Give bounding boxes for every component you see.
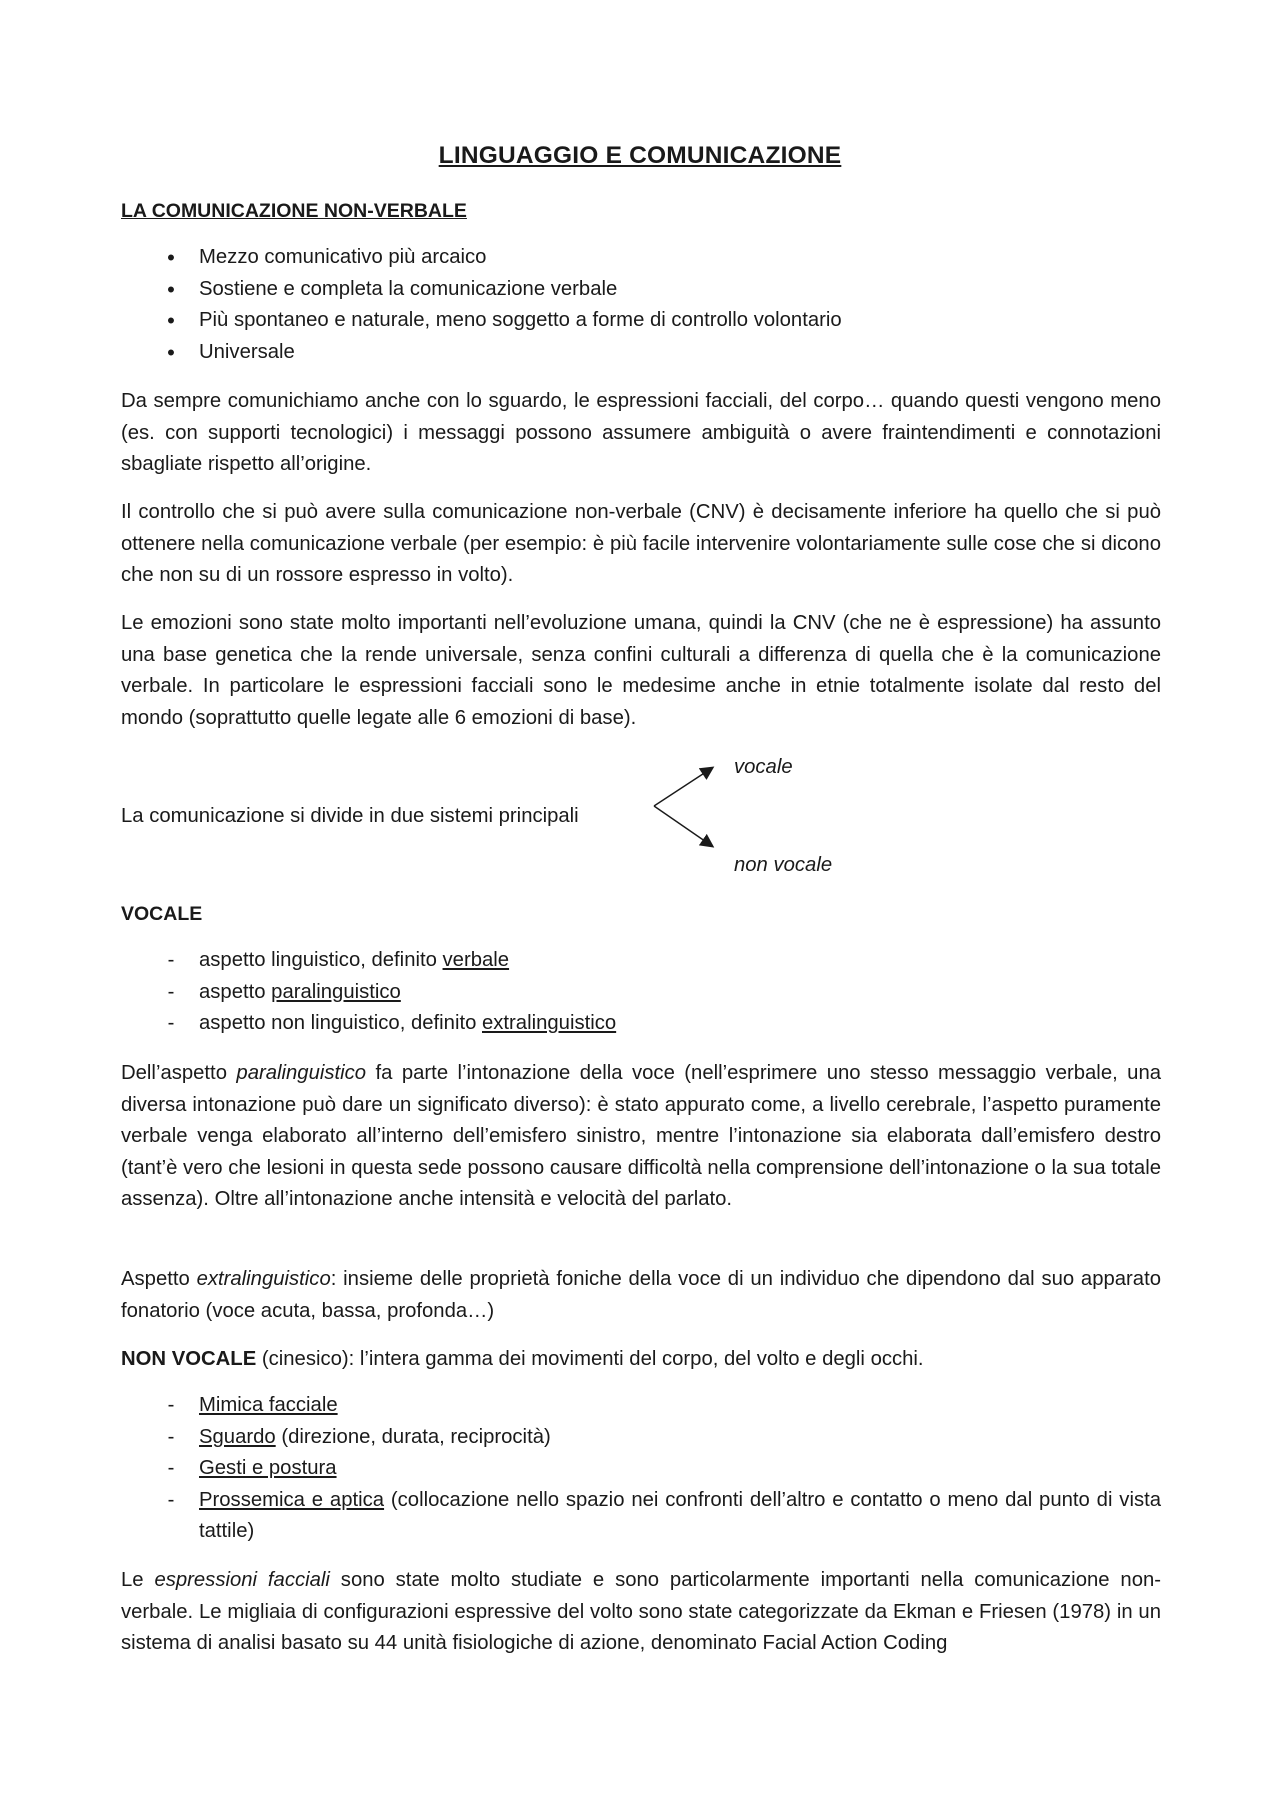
bullet-icon: • [167,245,175,270]
bullet-icon: • [167,308,175,333]
dash-bullet: - [167,980,175,1003]
branch-non-vocale: non vocale [734,854,833,876]
section-heading-vocale: VOCALE [121,903,203,925]
paragraph-non-vocale: NON VOCALE (cinesico): l’intera gamma dei movimenti del corpo, del volto e degli occhi. [121,1348,924,1370]
list-item: - Sguardo (direzione, durata, reciprocità) [121,1422,1161,1454]
paragraph-emotions: Le emozioni sono state molto importanti nell’evoluzione umana, quindi la CNV (che ne è espressione) ha assunto una base genetica che la rende universale, senza confini culturali a differenza di quella che è la comunicazione verbale. In particolare le espressioni facciali sono le medesime anche in etnie totalmente isolate dal resto del mondo (soprattutto quelle legate alle 6 emozioni di base). [121,612,1161,729]
paragraph-espressioni-facciali: Le espressioni facciali sono state molto studiate e sono particolarmente importanti nella comunicazione non-verbale. Le migliaia di configurazioni espressive del volto sono state categorizzate da Ekman e Friesen (1978) in un sistema di analisi basato su 44 unità fisiologiche di azione, denominato Facial Action Coding [121,1569,1162,1654]
cnv-bullet-list [121,242,1161,368]
branch-arrows-icon [650,756,730,856]
section-heading-cnv: LA COMUNICAZIONE NON-VERBALE [121,200,467,222]
paragraph-control: Il controllo che si può avere sulla comunicazione non-verbale (CNV) è decisamente inferiore ha quello che si può ottenere nella comunicazione verbale (per esempio: è più facile intervenire volontariamente sulle cose che si dicono che non su di un rossore espresso in volto). [121,501,1161,586]
paragraph-intro: Da sempre comunichiamo anche con lo sguardo, le espressioni facciali, del corpo… quando questi vengono meno (es. con supporti tecnologici) i messaggi possono assumere ambiguità o avere fraintendimenti e connotazioni sbagliate rispetto all’origine. [121,390,1161,475]
dash-bullet: - [167,1425,175,1448]
bullet-icon: • [167,276,175,302]
list-item: • Più spontaneo e naturale, meno soggetto a forme di controllo volontario [121,305,1161,337]
dash-bullet: - [167,949,175,971]
non-vocale-list [121,1390,1161,1548]
paragraph-extralinguistico: Aspetto extralinguistico: insieme delle proprietà foniche della voce di un individuo che dipendono dal suo apparato fonatorio (voce acuta, bassa, profonda…) [121,1268,1161,1322]
list-item: - aspetto non linguistico, definito extralinguistico [121,1008,1161,1040]
list-item: • Mezzo comunicativo più arcaico [121,242,1161,274]
dash-bullet: - [167,1488,175,1511]
list-item: - Prossemica e aptica (collocazione nello spazio nei confronti dell’altro e contatto o meno dal punto di vista tattile) [121,1485,1161,1548]
list-item: - aspetto linguistico, definito verbale [121,945,1161,977]
paragraph-paralinguistico: Dell’aspetto paralinguistico fa parte l’intonazione della voce (nell’esprimere uno stesso messaggio verbale, una diversa intonazione può dare un significato diverso): è stato appurato come, a livello cerebrale, l’aspetto puramente verbale venga elaborato all’interno dell’emisfero sinistro, mentre l’intonazione sia elaborata dall’emisfero destro (tant’è vero che lesioni in questa sede possono causare difficoltà nella comprensione dell’intonazione o la sua totale assenza). Oltre all’intonazione anche intensità e velocità del parlato. [121,1062,1162,1210]
dash-bullet: - [167,1394,175,1416]
list-item: - aspetto paralinguistico [121,977,1161,1009]
vocale-list [121,945,1161,1040]
branch-vocale: vocale [734,756,793,778]
list-item: - Gesti e postura [121,1453,1161,1485]
bullet-icon: • [167,339,175,365]
list-item: - Mimica facciale [121,1390,1161,1422]
document-title: LINGUAGGIO E COMUNICAZIONE [438,142,842,169]
list-item: • Universale [121,337,1161,369]
dash-bullet: - [167,1012,175,1034]
dash-bullet: - [167,1457,175,1479]
diagram-label: La comunicazione si divide in due sistemi principali [121,805,579,827]
list-item: • Sostiene e completa la comunicazione verbale [121,274,1161,306]
